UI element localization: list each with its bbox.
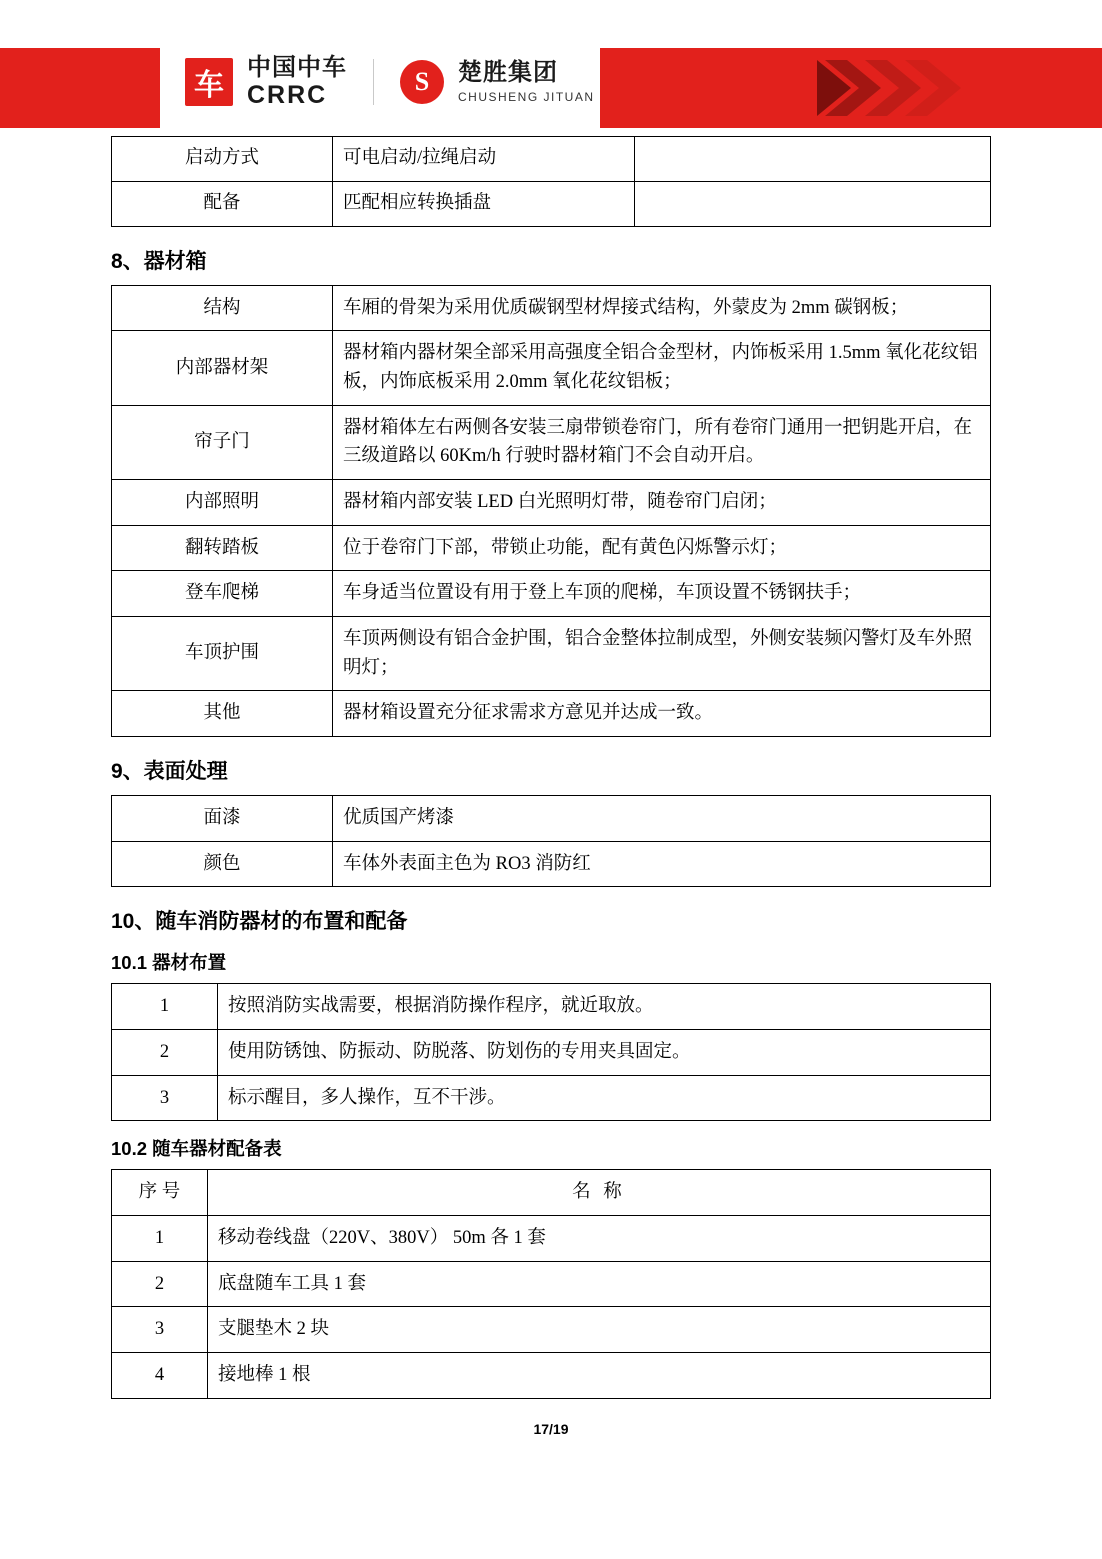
row-value: 匹配相应转换插盘 [333, 181, 635, 226]
section-heading-9: 9、表面处理 [111, 759, 228, 783]
page-header [0, 0, 1102, 128]
table-row [112, 1261, 991, 1307]
table-row [112, 181, 991, 226]
row-label: 结构 [112, 285, 333, 331]
table-row [112, 137, 991, 182]
row-index: 2 [112, 1261, 208, 1307]
row-label: 颜色 [112, 841, 333, 887]
row-label: 内部照明 [112, 479, 333, 525]
row-value: 器材箱内部安装 LED 白光照明灯带，随卷帘门启闭； [333, 479, 991, 525]
row-extra [635, 137, 991, 182]
section-heading-8: 8、器材箱 [111, 249, 207, 273]
row-label: 启动方式 [112, 137, 333, 182]
table-row [112, 841, 991, 887]
subsection-heading-10-1: 10.1 器材布置 [111, 952, 227, 974]
equipment-box-table [111, 285, 991, 737]
equipment-layout-table [111, 983, 991, 1121]
subsection-heading-10-2: 10.2 随车器材配备表 [111, 1138, 282, 1160]
chusheng-logo-icon: S [400, 60, 444, 104]
chusheng-logo-text [458, 61, 595, 103]
row-value: 使用防锈蚀、防振动、防脱落、防划伤的专用夹具固定。 [218, 1029, 991, 1075]
table-row [112, 405, 991, 479]
row-value: 移动卷线盘（220V、380V） 50m 各 1 套 [208, 1215, 991, 1261]
row-index: 2 [112, 1029, 218, 1075]
row-value: 接地棒 1 根 [208, 1352, 991, 1398]
continued-table-wrap [111, 136, 991, 227]
row-label: 翻转踏板 [112, 525, 333, 571]
equipment-list-table [111, 1169, 991, 1398]
table-row [112, 525, 991, 571]
row-value: 标示醒目，多人操作，互不干涉。 [218, 1075, 991, 1121]
row-value: 可电启动/拉绳启动 [333, 137, 635, 182]
row-value: 优质国产烤漆 [333, 795, 991, 841]
row-value: 器材箱体左右两侧各安装三扇带锁卷帘门，所有卷帘门通用一把钥匙开启，在三级道路以 60Km/h 行驶时器材箱门不会自动开启。 [333, 405, 991, 479]
table-row [112, 571, 991, 617]
table-row [112, 691, 991, 737]
table-row [112, 1075, 991, 1121]
row-index: 1 [112, 1215, 208, 1261]
chevron-decoration-icon [817, 60, 1017, 116]
row-label: 车顶护围 [112, 616, 333, 690]
column-header-index: 序 号 [112, 1170, 208, 1216]
table-row [112, 331, 991, 405]
row-value: 器材箱设置充分征求需求方意见并达成一致。 [333, 691, 991, 737]
row-label: 其他 [112, 691, 333, 737]
surface-treatment-table [111, 795, 991, 887]
chusheng-logo-en: CHUSHENG JITUAN [458, 90, 595, 104]
crrc-logo-cn: 中国中车 [247, 54, 347, 81]
table-row [112, 1352, 991, 1398]
row-label: 面漆 [112, 795, 333, 841]
row-value: 支腿垫木 2 块 [208, 1307, 991, 1353]
row-label: 内部器材架 [112, 331, 333, 405]
row-label: 登车爬梯 [112, 571, 333, 617]
row-index: 3 [112, 1307, 208, 1353]
table-row [112, 1307, 991, 1353]
row-label: 帘子门 [112, 405, 333, 479]
row-value: 器材箱内器材架全部采用高强度全铝合金型材，内饰板采用 1.5mm 氧化花纹铝板，内饰底板采用 2.0mm 氧化花纹铝板； [333, 331, 991, 405]
row-value: 位于卷帘门下部，带锁止功能，配有黄色闪烁警示灯； [333, 525, 991, 571]
section-heading-10: 10、随车消防器材的布置和配备 [111, 910, 408, 934]
logo-divider [373, 59, 374, 105]
crrc-logo-icon: 车 [185, 58, 233, 106]
page-footer: 17/19 [533, 1420, 569, 1437]
row-index: 4 [112, 1352, 208, 1398]
continued-table [111, 136, 991, 227]
table-row [112, 984, 991, 1030]
row-value: 车体外表面主色为 RO3 消防红 [333, 841, 991, 887]
table-row [112, 616, 991, 690]
row-extra [635, 181, 991, 226]
column-header-name: 名 称 [208, 1170, 991, 1216]
row-value: 车身适当位置设有用于登上车顶的爬梯，车顶设置不锈钢扶手； [333, 571, 991, 617]
table-row [112, 1215, 991, 1261]
document-page [0, 136, 1102, 1437]
row-index: 1 [112, 984, 218, 1030]
table-header-row [112, 1170, 991, 1216]
crrc-logo-en: CRRC [247, 81, 328, 109]
table-row [112, 285, 991, 331]
document-content [111, 136, 991, 1399]
row-label: 配备 [112, 181, 333, 226]
crrc-logo-text [247, 56, 347, 108]
row-value: 底盘随车工具 1 套 [208, 1261, 991, 1307]
chusheng-logo-cn: 楚胜集团 [458, 59, 558, 86]
row-value: 按照消防实战需要，根据消防操作程序，就近取放。 [218, 984, 991, 1030]
table-row [112, 1029, 991, 1075]
row-value: 车顶两侧设有铝合金护围，铝合金整体拉制成型，外侧安装频闪警灯及车外照明灯； [333, 616, 991, 690]
logo-group [185, 56, 595, 108]
row-index: 3 [112, 1075, 218, 1121]
table-row [112, 795, 991, 841]
row-value: 车厢的骨架为采用优质碳钢型材焊接式结构，外蒙皮为 2mm 碳钢板； [333, 285, 991, 331]
table-row [112, 479, 991, 525]
